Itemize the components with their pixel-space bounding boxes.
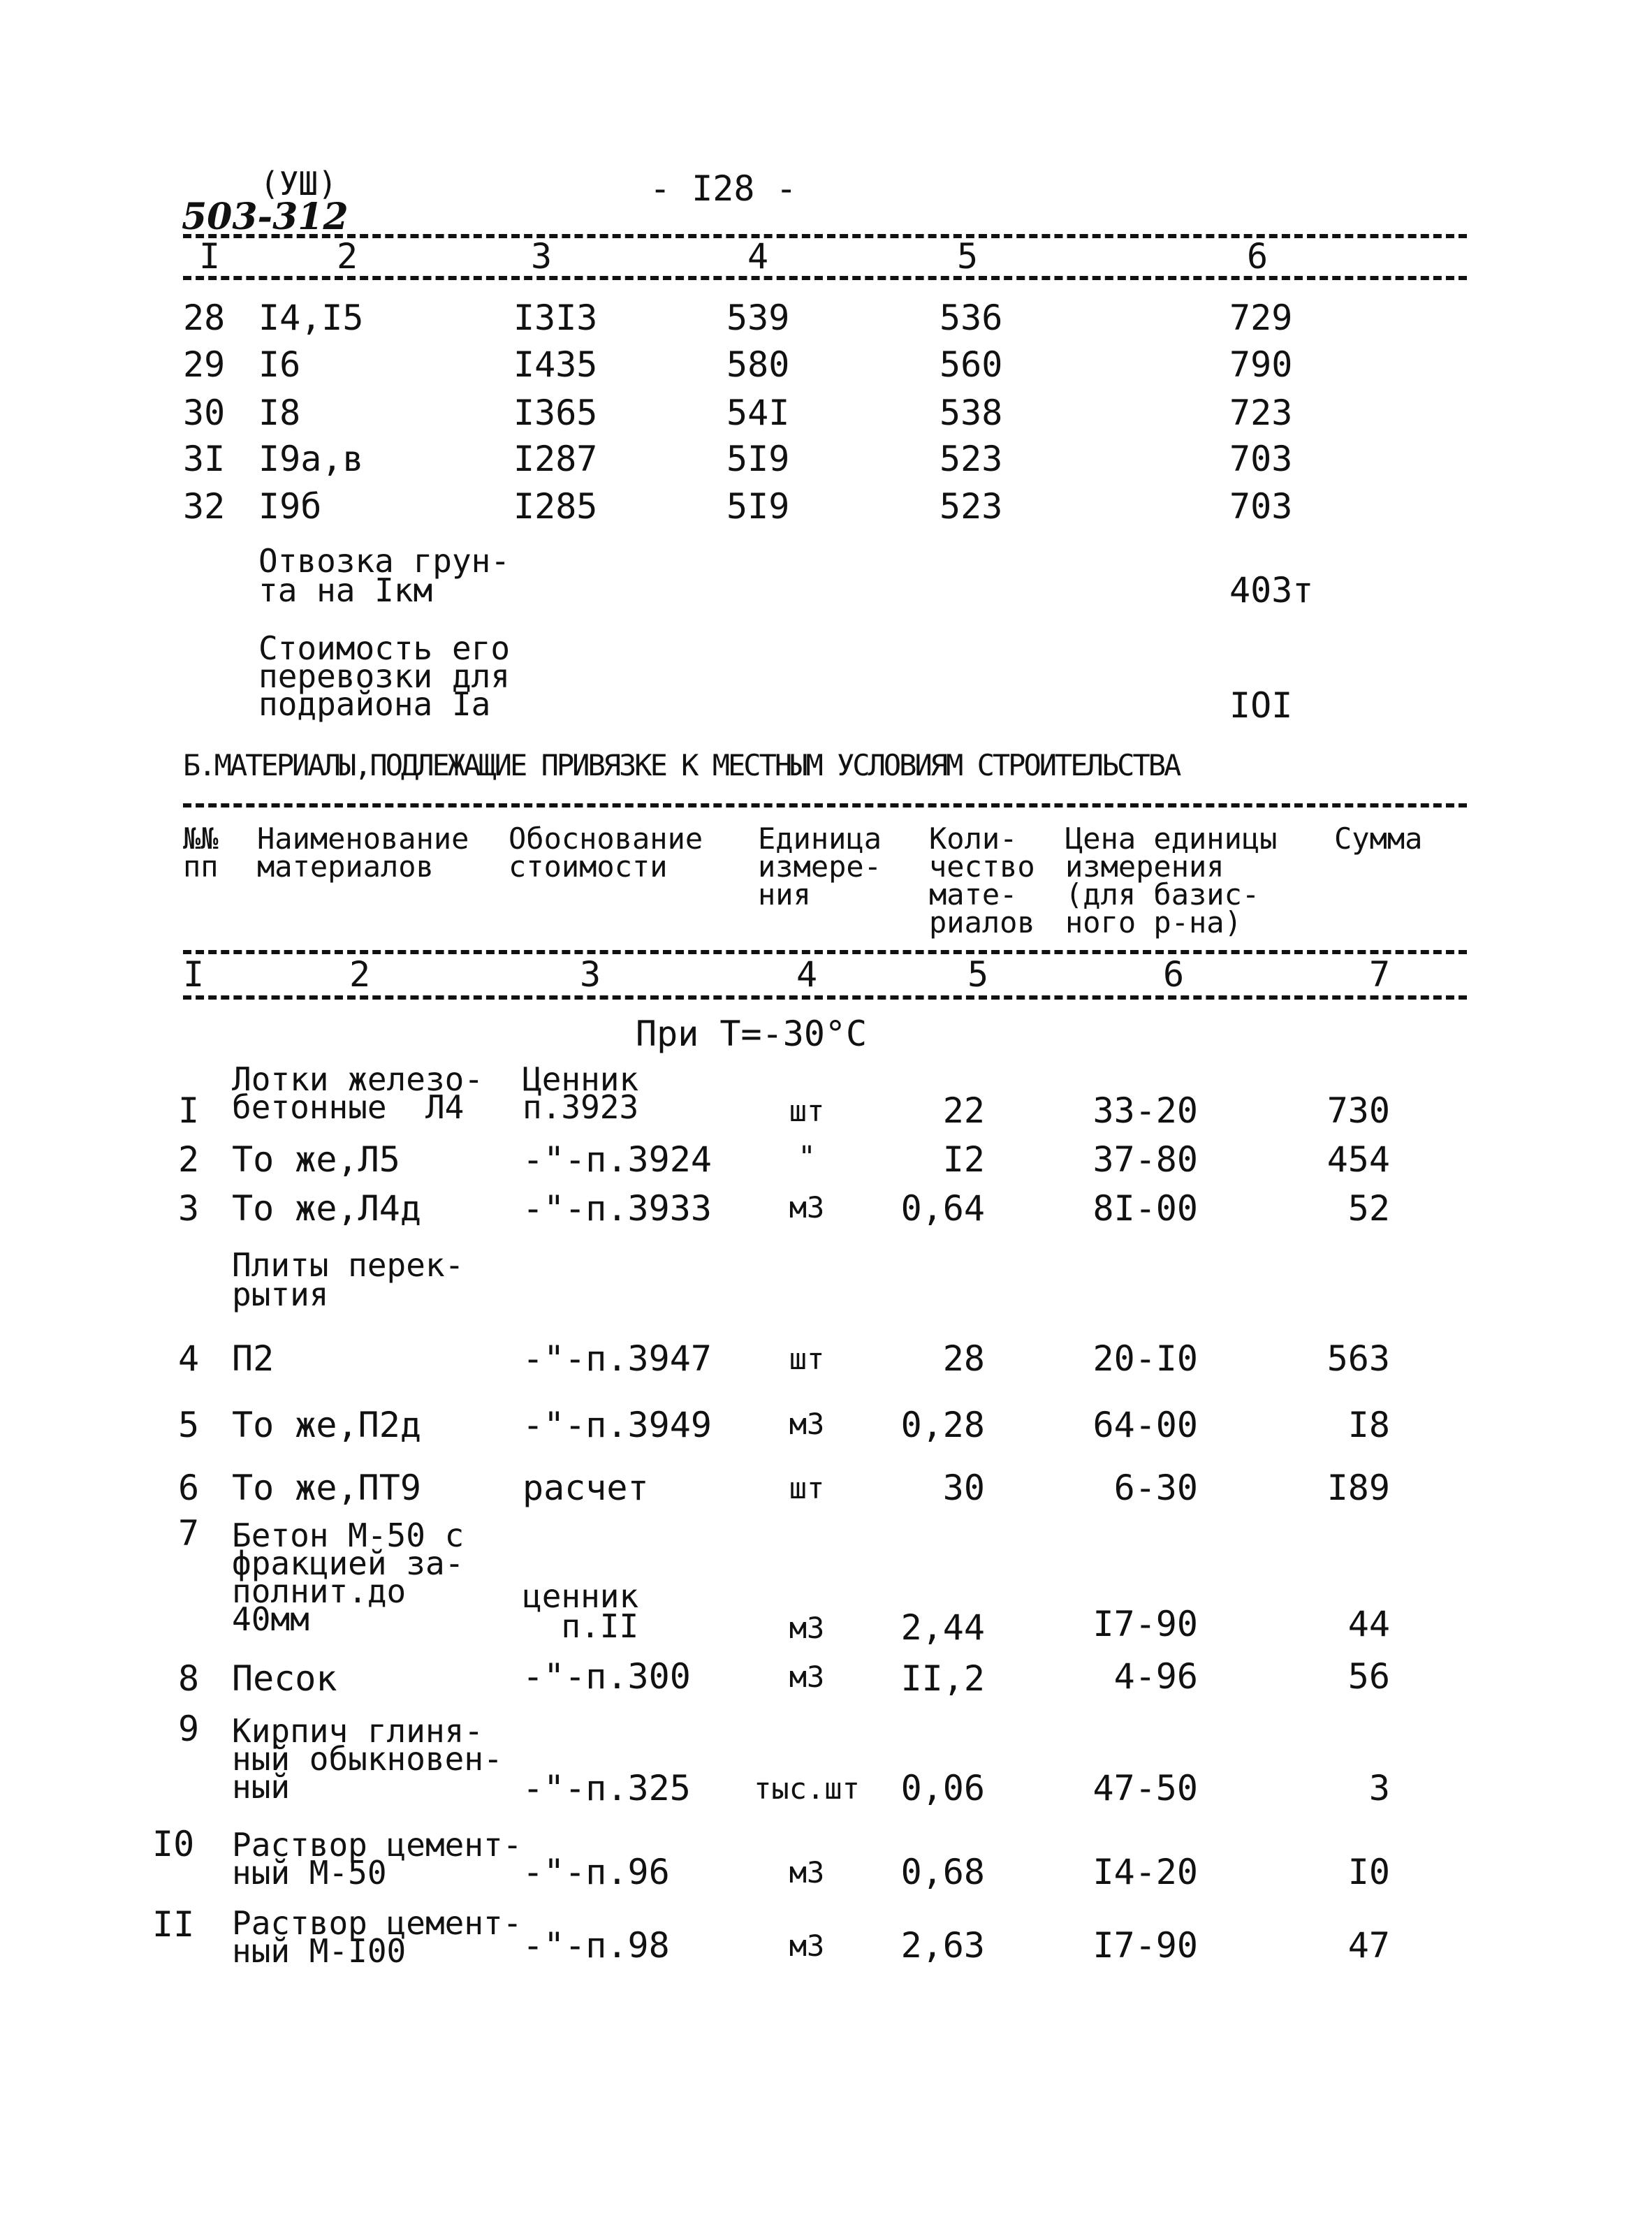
row-col3: I285 xyxy=(513,486,598,527)
row-name-line: ный М-I00 xyxy=(232,1932,407,1970)
header-c5-line: риалов xyxy=(929,905,1035,940)
row-number: 3 xyxy=(178,1188,200,1229)
row-name-line: рытия xyxy=(232,1276,329,1313)
row-name-line: Раствор цемент- xyxy=(232,1904,522,1942)
row-number: I0 xyxy=(152,1824,195,1864)
row-name-line: То же,Л5 xyxy=(232,1139,400,1180)
row-name-line: Кирпич глиня- xyxy=(232,1712,484,1750)
header-c2-line: материалов xyxy=(257,849,434,884)
row-qty: 30 xyxy=(942,1468,985,1508)
extra-label-line: та на Iкм xyxy=(258,571,433,609)
extra-value: IOI xyxy=(1229,685,1293,726)
row-price: 64-00 xyxy=(1092,1405,1198,1445)
row-name-line: То же,ПТ9 xyxy=(232,1468,421,1508)
header-c3-line: Обоснование xyxy=(509,821,703,856)
row-sum: 56 xyxy=(1347,1656,1390,1697)
header-c5-line: Коли- xyxy=(929,821,1018,856)
row-basis-line: -"-п.3949 xyxy=(522,1405,712,1445)
row-col3: I365 xyxy=(513,393,598,433)
row-unit: м3 xyxy=(789,1660,825,1694)
header-divider xyxy=(183,234,1467,238)
row-col6: 723 xyxy=(1229,393,1293,433)
col-number: 5 xyxy=(957,236,979,277)
row-name-line: Лотки железо- xyxy=(232,1060,484,1098)
row-price: 47-50 xyxy=(1092,1768,1198,1808)
row-sum: 3 xyxy=(1368,1768,1390,1808)
row-name-line: Бетон М-50 с xyxy=(232,1517,465,1554)
row-sum: I8 xyxy=(1347,1405,1390,1445)
row-price: 20-I0 xyxy=(1092,1338,1198,1379)
row-col6: 790 xyxy=(1229,344,1293,385)
row-basis-line: ценник xyxy=(522,1577,639,1615)
row-price: I7-90 xyxy=(1092,1925,1198,1966)
section-b-divider xyxy=(183,803,1467,807)
header-c6-line: Цена единицы xyxy=(1065,821,1278,856)
header-c4-line: измере- xyxy=(758,849,882,884)
page-number: - I28 - xyxy=(650,168,797,209)
row-qty: 0,28 xyxy=(900,1405,985,1445)
temperature-condition: При Т=-30°С xyxy=(636,1014,868,1054)
header-c4-line: ния xyxy=(758,877,811,912)
row-price: 8I-00 xyxy=(1092,1188,1198,1229)
row-number: 3I xyxy=(183,439,226,479)
row-unit: шт xyxy=(789,1342,825,1376)
extra-label-line: Стоимость его xyxy=(258,629,511,667)
col-number: 7 xyxy=(1369,954,1391,995)
row-number: 28 xyxy=(183,298,226,338)
handwritten-code: 503-312 xyxy=(182,196,349,238)
col-number: 6 xyxy=(1163,954,1185,995)
row-name: I9а,в xyxy=(258,439,364,479)
row-name-line: Раствор цемент- xyxy=(232,1826,522,1864)
row-unit: " xyxy=(798,1139,816,1174)
row-name: I4,I5 xyxy=(258,298,364,338)
row-basis-line: -"-п.98 xyxy=(522,1925,670,1966)
table-a-header-divider xyxy=(183,276,1467,280)
row-col4: 539 xyxy=(726,298,790,338)
row-unit: м3 xyxy=(789,1190,825,1225)
row-number: 8 xyxy=(178,1658,200,1699)
row-basis-line: -"-п.96 xyxy=(522,1852,670,1892)
row-name-line: ный обыкновен- xyxy=(232,1740,503,1778)
row-col4: 54I xyxy=(726,393,790,433)
row-qty: 0,64 xyxy=(900,1188,985,1229)
row-col3: I435 xyxy=(513,344,598,385)
row-price: I4-20 xyxy=(1092,1852,1198,1892)
row-qty: 2,44 xyxy=(900,1607,985,1648)
row-col4: 580 xyxy=(726,344,790,385)
header-c2-line: Наименование xyxy=(257,821,469,856)
row-name-line: То же,П2д xyxy=(232,1405,421,1445)
row-sum: I89 xyxy=(1326,1468,1390,1508)
col-number: 5 xyxy=(967,954,989,995)
row-sum: 563 xyxy=(1326,1338,1390,1379)
row-col6: 729 xyxy=(1229,298,1293,338)
row-name-line: П2 xyxy=(232,1338,275,1379)
row-unit: м3 xyxy=(789,1407,825,1441)
row-basis-line: -"-п.3924 xyxy=(522,1139,712,1180)
section-b-header-divider xyxy=(183,950,1467,954)
section-b-colnum-divider xyxy=(183,995,1467,1000)
row-qty: 0,68 xyxy=(900,1852,985,1892)
row-qty: II,2 xyxy=(900,1658,985,1699)
row-unit: шт xyxy=(789,1471,825,1505)
row-number: I xyxy=(178,1090,200,1131)
row-name-line: 40мм xyxy=(232,1600,309,1638)
row-sum: 52 xyxy=(1347,1188,1390,1229)
row-number: 4 xyxy=(178,1338,200,1379)
header-c5-line: чество xyxy=(929,849,1035,884)
row-name-line: Плиты перек- xyxy=(232,1246,465,1284)
extra-label-line: подрайона Iа xyxy=(258,685,491,723)
header-c3-line: стоимости xyxy=(509,849,668,884)
row-col5: 523 xyxy=(940,486,1003,527)
section-mark: (УШ) xyxy=(260,165,337,203)
row-price: I7-90 xyxy=(1092,1604,1198,1644)
row-name-line: ный xyxy=(232,1768,291,1806)
row-col5: 536 xyxy=(940,298,1003,338)
row-name-line: бетонные Л4 xyxy=(232,1088,465,1126)
col-number: I xyxy=(183,954,205,995)
row-col6: 703 xyxy=(1229,486,1293,527)
col-number: I xyxy=(199,236,221,277)
row-qty: 28 xyxy=(942,1338,985,1379)
extra-value: 403т xyxy=(1229,570,1314,611)
extra-label-line: перевозки для xyxy=(258,657,511,695)
row-basis-line: Ценник xyxy=(522,1060,639,1098)
row-unit: м3 xyxy=(789,1855,825,1890)
row-number: 2 xyxy=(178,1139,200,1180)
row-basis-line: расчет xyxy=(522,1468,649,1508)
row-col6: 703 xyxy=(1229,439,1293,479)
row-col4: 5I9 xyxy=(726,486,790,527)
row-col4: 5I9 xyxy=(726,439,790,479)
header-c4-line: Единица xyxy=(758,821,882,856)
extra-label-line: Отвозка грун- xyxy=(258,542,511,580)
row-sum: 454 xyxy=(1326,1139,1390,1180)
row-price: 4-96 xyxy=(1113,1656,1198,1697)
row-qty: I2 xyxy=(942,1139,985,1180)
col-number: 4 xyxy=(747,236,769,277)
section-b-title: Б.МАТЕРИАЛЫ,ПОДЛЕЖАЩИЕ ПРИВЯЗКЕ К МЕСТНЫМ УСЛОВИЯМ СТРОИТЕЛЬСТВА xyxy=(183,748,1180,782)
row-number: 5 xyxy=(178,1405,200,1445)
row-col3: I3I3 xyxy=(513,298,598,338)
header-c1-line: пп xyxy=(183,849,219,884)
row-basis-line: п.3923 xyxy=(522,1088,639,1126)
row-basis-line: -"-п.3933 xyxy=(522,1188,712,1229)
row-name: I8 xyxy=(258,393,301,433)
header-c1-line: №№ xyxy=(183,821,219,856)
row-price: 6-30 xyxy=(1113,1468,1198,1508)
row-unit: шт xyxy=(789,1094,825,1128)
row-qty: 22 xyxy=(942,1090,985,1131)
row-number: 7 xyxy=(178,1513,200,1554)
col-number: 3 xyxy=(531,236,553,277)
row-basis-line: -"-п.325 xyxy=(522,1768,691,1808)
col-number: 3 xyxy=(580,954,601,995)
header-c5-line: мате- xyxy=(929,877,1018,912)
row-name-line: фракцией за- xyxy=(232,1544,465,1582)
col-number: 6 xyxy=(1247,236,1269,277)
row-basis-line: п.II xyxy=(522,1607,639,1645)
row-sum: 730 xyxy=(1326,1090,1390,1131)
row-unit: м3 xyxy=(789,1929,825,1963)
row-unit: тыс.шт xyxy=(754,1771,860,1806)
row-number: 9 xyxy=(178,1709,200,1749)
row-qty: 2,63 xyxy=(900,1925,985,1966)
row-sum: I0 xyxy=(1347,1852,1390,1892)
row-qty: 0,06 xyxy=(900,1768,985,1808)
col-number: 4 xyxy=(796,954,818,995)
header-c6-line: измерения xyxy=(1065,849,1225,884)
row-sum: 44 xyxy=(1347,1604,1390,1644)
row-number: 30 xyxy=(183,393,226,433)
row-basis-line: -"-п.300 xyxy=(522,1656,691,1697)
row-col5: 538 xyxy=(940,393,1003,433)
row-unit: м3 xyxy=(789,1611,825,1645)
row-price: 33-20 xyxy=(1092,1090,1198,1131)
header-c7-line: Сумма xyxy=(1334,821,1423,856)
row-name: I9б xyxy=(258,486,322,527)
row-col3: I287 xyxy=(513,439,598,479)
row-name-line: полнит.до xyxy=(232,1572,407,1610)
row-col5: 560 xyxy=(940,344,1003,385)
row-name-line: ный М-50 xyxy=(232,1854,387,1892)
row-price: 37-80 xyxy=(1092,1139,1198,1180)
row-name: I6 xyxy=(258,344,301,385)
row-name-line: То же,Л4д xyxy=(232,1188,421,1229)
header-c6-line: (для базис- xyxy=(1065,877,1260,912)
row-number: 29 xyxy=(183,344,226,385)
row-col5: 523 xyxy=(940,439,1003,479)
row-number: 32 xyxy=(183,486,226,527)
row-name-line: Песок xyxy=(232,1658,337,1699)
row-sum: 47 xyxy=(1347,1925,1390,1966)
row-number: II xyxy=(152,1904,195,1945)
col-number: 2 xyxy=(349,954,371,995)
col-number: 2 xyxy=(337,236,358,277)
row-number: 6 xyxy=(178,1468,200,1508)
row-basis-line: -"-п.3947 xyxy=(522,1338,712,1379)
header-c6-line: ного р-на) xyxy=(1065,905,1242,940)
